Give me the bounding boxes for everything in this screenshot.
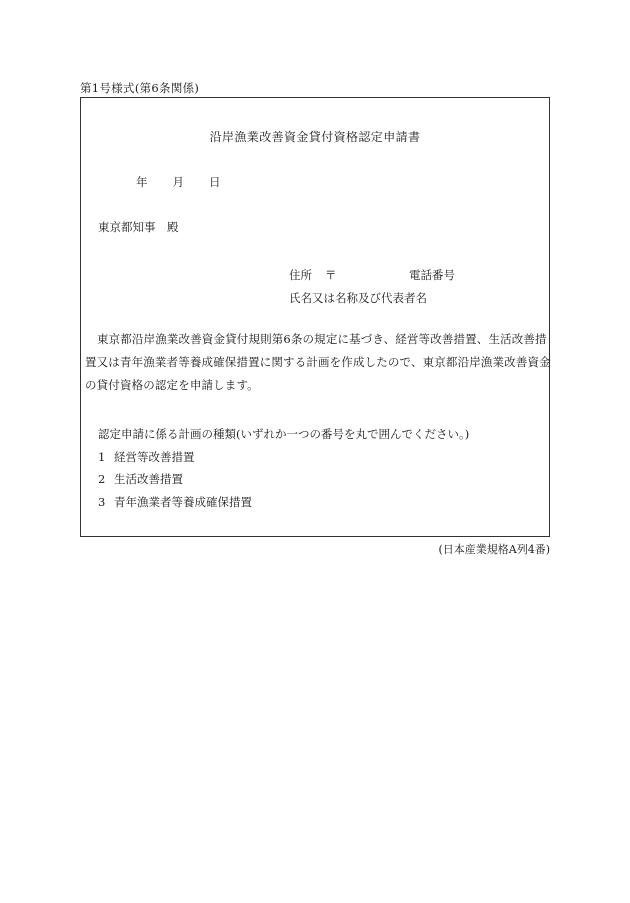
form-title: 沿岸漁業改善資金貸付資格認定申請書 — [209, 130, 421, 144]
addressee: 東京都知事 殿 — [98, 220, 179, 234]
date-day-label: 日 — [209, 175, 221, 189]
plan-type-item — [98, 491, 469, 514]
date-line — [111, 174, 221, 190]
plan-type-label: 経営等改善措置 — [114, 449, 195, 464]
phone-label: 電話番号 — [409, 268, 455, 282]
plan-type-number: 1 — [98, 449, 106, 464]
plan-type-label: 青年漁業者等養成確保措置 — [114, 494, 252, 509]
plan-type-number: 3 — [98, 494, 106, 509]
address-label: 住所 — [289, 268, 312, 282]
plan-type-number: 2 — [98, 472, 106, 486]
form-number-label: 第1号様式(第6条関係) — [80, 81, 200, 95]
plan-type-item — [98, 446, 469, 469]
plan-type-item — [98, 468, 469, 491]
applicant-block — [289, 264, 455, 310]
date-year-label: 年 — [136, 175, 148, 189]
paper-size-note: (日本産業規格A列4番) — [438, 543, 550, 556]
postal-mark: 〒 — [325, 268, 337, 282]
name-label: 氏名又は名称及び代表者名 — [289, 291, 427, 305]
application-form-frame — [80, 97, 550, 537]
plan-type-label: 生活改善措置 — [114, 472, 183, 486]
date-month-label: 月 — [172, 175, 184, 189]
plan-type-heading: 認定申請に係る計画の種類(いずれか一つの番号を丸で囲んでください。) — [98, 427, 470, 441]
plan-type-section — [98, 423, 469, 513]
application-body-text: 東京都沿岸漁業改善資金貸付規則第6条の規定に基づき、経営等改善措置、生活改善措置又は青年漁業者等養成確保措置に関する計画を作成したので、東京都沿岸漁業改善資金の貸付資格の認定を申請します。 — [85, 332, 551, 392]
